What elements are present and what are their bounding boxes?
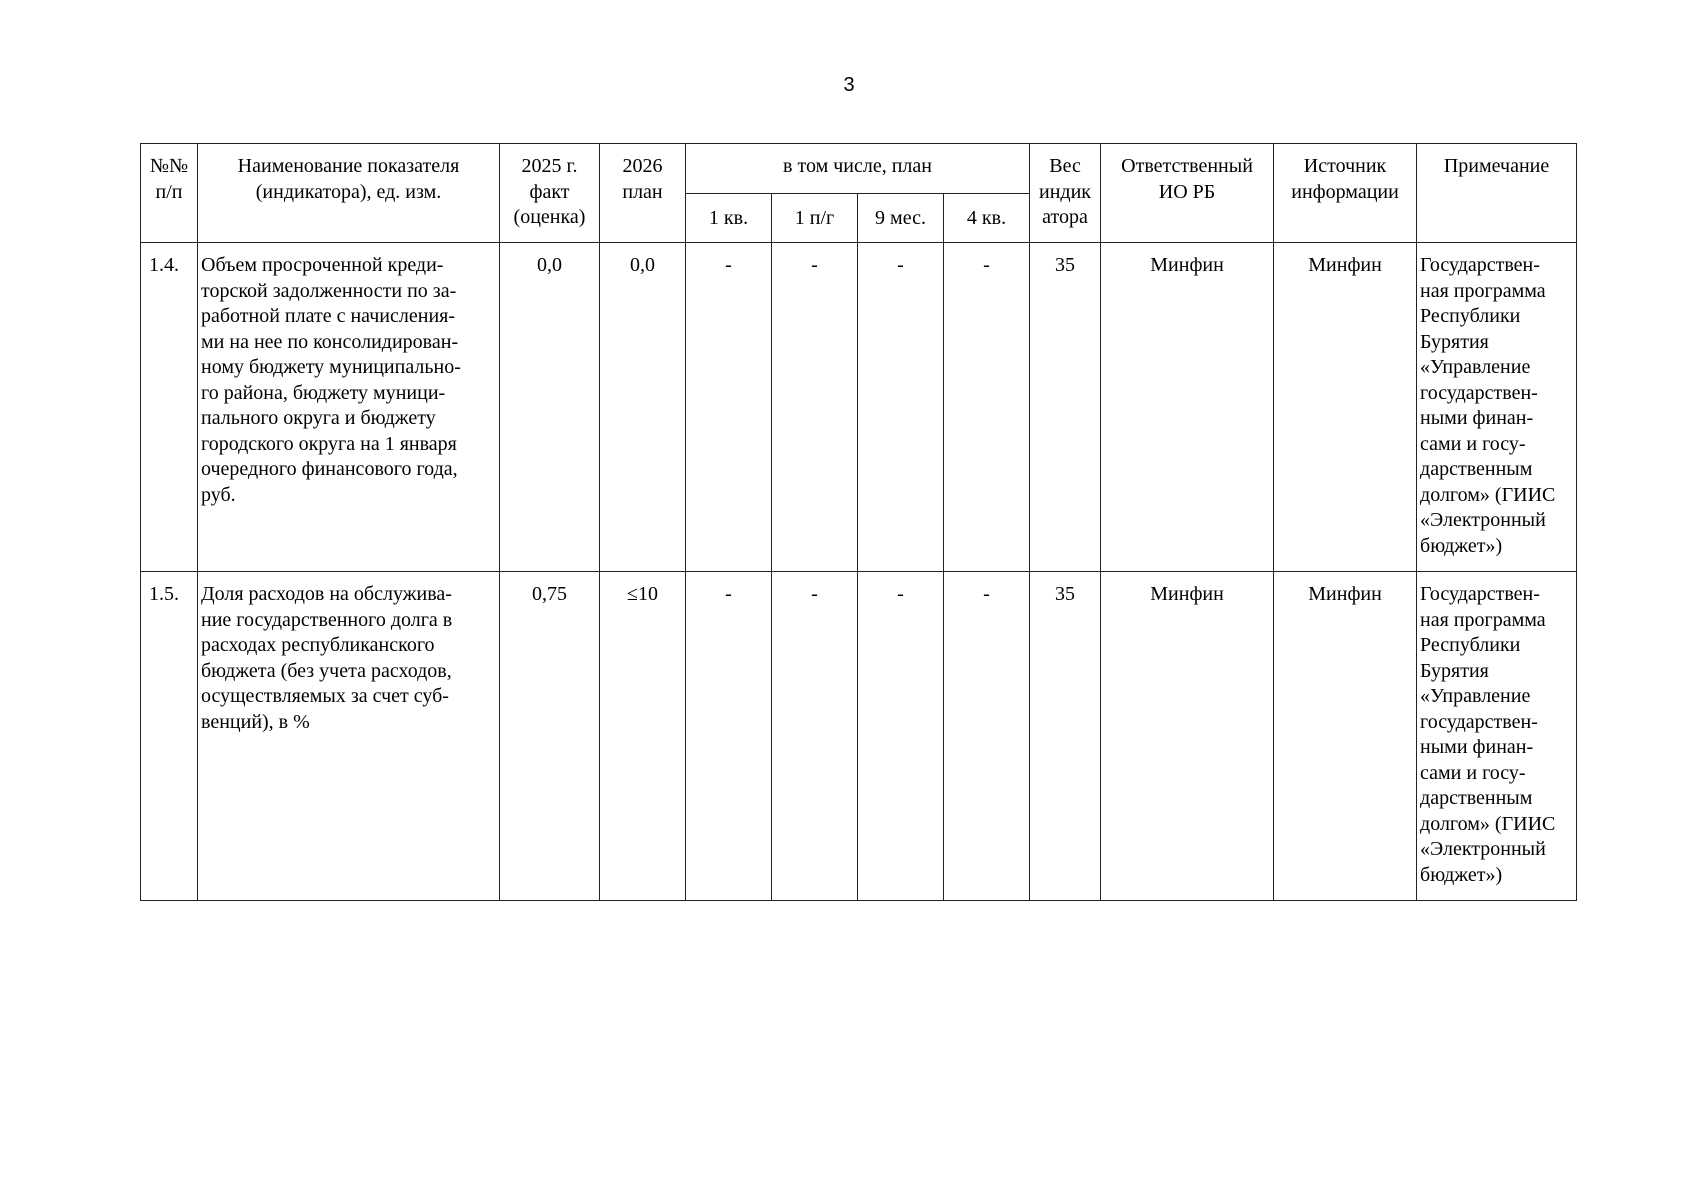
row-responsible: Минфин bbox=[1101, 243, 1274, 572]
row-source: Минфин bbox=[1274, 572, 1417, 901]
row-weight: 35 bbox=[1030, 243, 1101, 572]
row-indicator-name: Доля расходов на обслужива- ние государственного долга в расходах республиканского бюджета (без учета расходов, осуществляемых за счет суб- венций), в % bbox=[198, 572, 500, 901]
header-source: Источник информации bbox=[1274, 144, 1417, 243]
row-responsible: Минфин bbox=[1101, 572, 1274, 901]
header-q4: 4 кв. bbox=[944, 194, 1030, 243]
page-number: 3 bbox=[843, 74, 855, 96]
row-plan-2026: ≤10 bbox=[600, 572, 686, 901]
row-note: Государствен- ная программа Республики Бурятия «Управление государствен- ными финан- сами и госу- дарственным долгом» (ГИИС «Электронный бюджет») bbox=[1417, 243, 1577, 572]
row-indicator-name: Объем просроченной креди- торской задолженности по за- работной плате с начисления- ми на нее по консолидирован- ному бюджету муниципально- го района, бюджету муници- пального округа и бюджету городского округа на 1 января очередного финансового года, руб. bbox=[198, 243, 500, 572]
header-weight: Вес индик атора bbox=[1030, 144, 1101, 243]
row-number: 1.4. bbox=[141, 243, 198, 572]
table-body bbox=[141, 243, 1577, 901]
header-h1: 1 п/г bbox=[772, 194, 858, 243]
row-9-months: - bbox=[858, 243, 944, 572]
header-fact-2025: 2025 г. факт (оценка) bbox=[500, 144, 600, 243]
table-row bbox=[141, 243, 1577, 572]
row-9-months: - bbox=[858, 572, 944, 901]
row-plan-2026: 0,0 bbox=[600, 243, 686, 572]
row-h1: - bbox=[772, 572, 858, 901]
row-q4: - bbox=[944, 572, 1030, 901]
table-header bbox=[141, 144, 1577, 243]
row-q1: - bbox=[686, 572, 772, 901]
row-source: Минфин bbox=[1274, 243, 1417, 572]
header-including-plan: в том числе, план bbox=[686, 144, 1030, 194]
row-fact-2025: 0,75 bbox=[500, 572, 600, 901]
header-plan-2026: 2026 план bbox=[600, 144, 686, 243]
row-note: Государствен- ная программа Республики Бурятия «Управление государствен- ными финан- сами и госу- дарственным долгом» (ГИИС «Электронный бюджет») bbox=[1417, 572, 1577, 901]
row-q4: - bbox=[944, 243, 1030, 572]
indicators-table bbox=[140, 143, 1577, 901]
header-note: Примечание bbox=[1417, 144, 1577, 243]
header-indicator-name: Наименование показателя (индикатора), ед. изм. bbox=[198, 144, 500, 243]
header-num: №№ п/п bbox=[141, 144, 198, 243]
header-9-months: 9 мес. bbox=[858, 194, 944, 243]
row-number: 1.5. bbox=[141, 572, 198, 901]
header-row bbox=[141, 144, 1577, 194]
row-fact-2025: 0,0 bbox=[500, 243, 600, 572]
row-h1: - bbox=[772, 243, 858, 572]
row-weight: 35 bbox=[1030, 572, 1101, 901]
header-q1: 1 кв. bbox=[686, 194, 772, 243]
row-q1: - bbox=[686, 243, 772, 572]
header-responsible: Ответственный ИО РБ bbox=[1101, 144, 1274, 243]
table-row bbox=[141, 572, 1577, 901]
